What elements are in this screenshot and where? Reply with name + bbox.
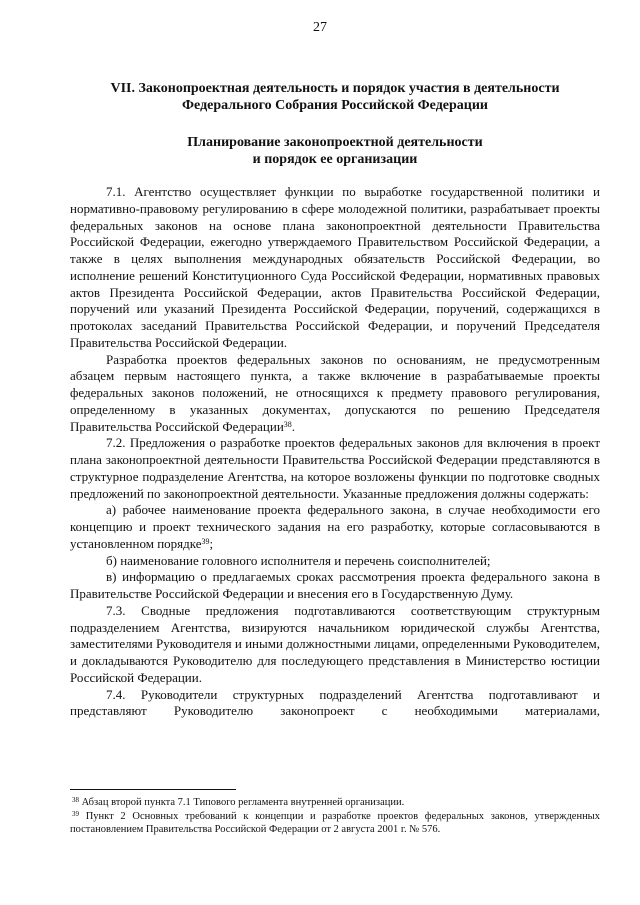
footnote-ref-38: 38: [283, 419, 292, 429]
section-title-line-2: Федерального Собрания Российской Федерации: [182, 98, 488, 113]
footnote-text: Пункт 2 Основных требований к концепции и разработке проектов федеральных законов, утвержденных постановлением Правительства Российской Федерации от 2 августа 2001 г. № 576.: [70, 810, 600, 835]
subsection-title-line-2: и порядок ее организации: [252, 152, 418, 167]
paragraph-7-4: 7.4. Руководители структурных подразделений Агентства подготавливают и представляют Руководителю законопроект с необходимыми материалами,: [70, 686, 600, 719]
document-body: [70, 184, 600, 720]
list-item-c: в) информацию о предлагаемых сроках рассмотрения проекта федерального закона в Правительстве Российской Федерации и внесения его в Государственную Думу.: [70, 569, 600, 601]
footnote-number: 39: [72, 809, 79, 818]
paragraph-end: ;: [209, 535, 214, 551]
paragraph-7-3: 7.3. Сводные предложения подготавливаются соответствующим структурным подразделением Агентства, визируются начальником юридической службы Агентства, заместителями Руководителя и иными должностными лицами, определенными Руководителем, и докладываются Руководителю для последующего представления в Министерство юстиции Российской Федерации.: [70, 602, 600, 685]
paragraph-text: а) рабочее наименование проекта федерального закона, в случае необходимости его концепцию и проект технического задания на его разработку, которые согласовываются в установленном порядке: [70, 502, 600, 551]
paragraph-end: .: [291, 418, 296, 434]
footnote-39: [70, 810, 600, 837]
paragraph-text: Разработка проектов федеральных законов по основаниям, не предусмотренным абзацем первым настоящего пункта, а также включение в разрабатываемые проекты федеральных законов положений, не относящихся к предмету правового регулирования, определенному в указанных документах, допускаются по решению Председателя Правительства Российской Федерации: [70, 351, 600, 434]
subsection-title-line-1: Планирование законопроектной деятельности: [187, 135, 483, 150]
list-item-a: [70, 502, 600, 552]
page-number: 27: [313, 20, 327, 35]
section-title: [70, 80, 600, 114]
paragraph-7-1: 7.1. Агентство осуществляет функции по выработке государственной политики и нормативно-правовому регулированию в сфере молодежной политики, разрабатывает проекты федеральных законов на основе плана законопроектной деятельности Правительства Российской Федерации, ежегодно утверждаемого Правительством Российской Федерации, а также в целях выполнения международных обязательств Российской Федерации, во исполнение решений Конституционного Суда Российской Федерации, нормативных правовых актов Президента Российской Федерации, актов Правительства Российской Федерации, поручений или указаний Президента Российской Федерации, поручений, содержащихся в протоколах заседаний Правительства Российской Федерации, и поручений Председателя Правительства Российской Федерации.: [70, 184, 600, 350]
subsection-title: [70, 134, 600, 168]
footnote-number: 38: [72, 796, 79, 804]
footnote-ref-39: 39: [201, 536, 210, 546]
section-title-line-1: VII. Законопроектная деятельность и порядок участия в деятельности: [110, 81, 560, 96]
footnote-38: [70, 796, 600, 810]
footnotes: [70, 796, 600, 837]
paragraph-7-2: 7.2. Предложения о разработке проектов федеральных законов для включения в проект плана законопроектной деятельности Правительства Российской Федерации представляются в структурное подразделение Агентства, на которое возложены функции по подготовке сводных предложений по законопроектной деятельности. Указанные предложения должны содержать:: [70, 435, 600, 501]
footnote-separator: [70, 789, 236, 790]
footnote-text: Абзац второй пункта 7.1 Типового регламента внутренней организации.: [81, 797, 405, 808]
list-item-b: б) наименование головного исполнителя и перечень соисполнителей;: [106, 552, 491, 568]
paragraph-7-1-second: [70, 352, 600, 436]
